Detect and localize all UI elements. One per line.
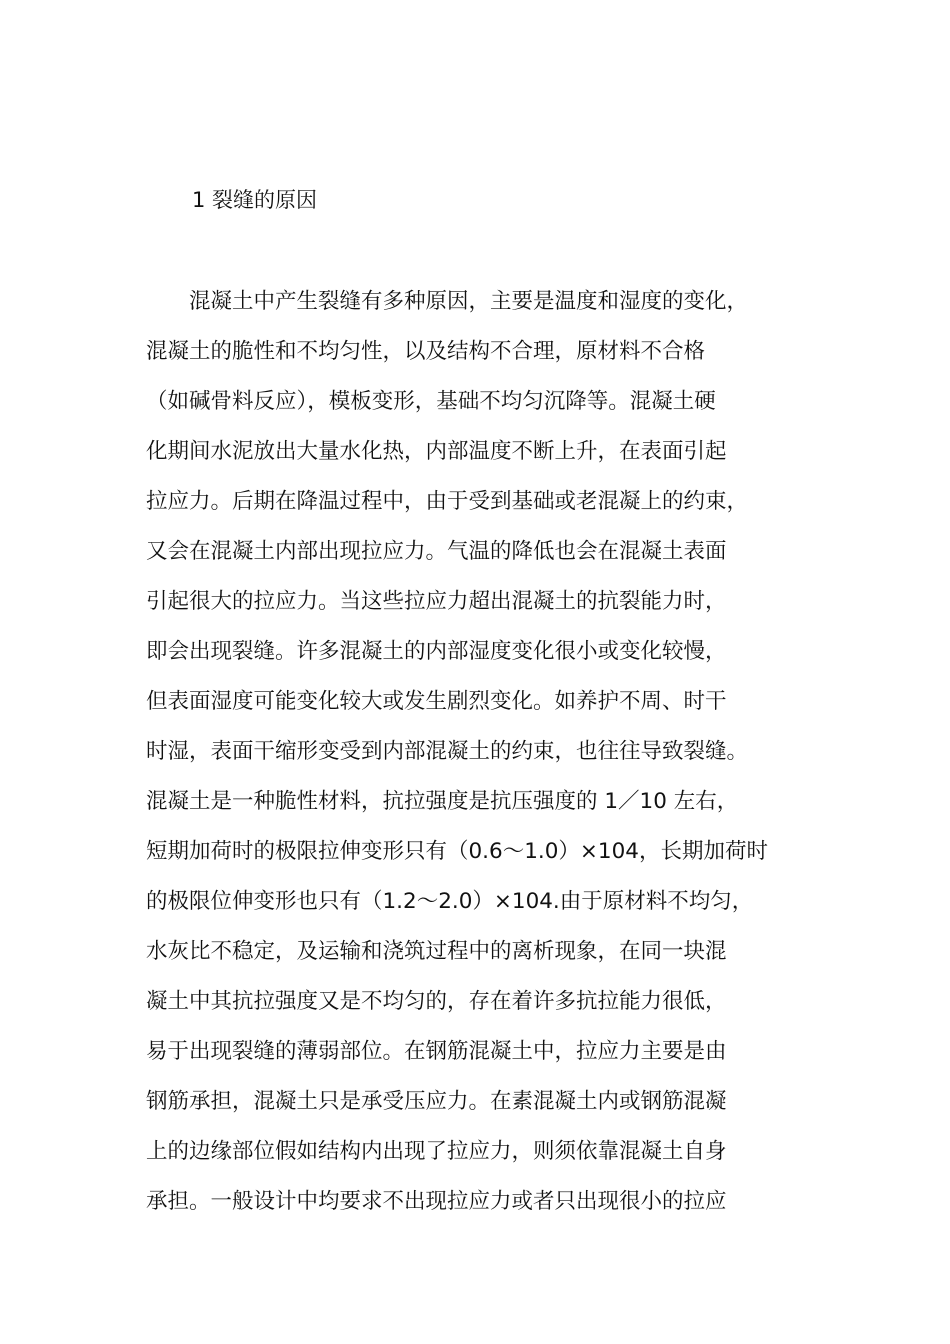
text-line: 凝土中其抗拉强度又是不均匀的，存在着许多抗拉能力很低， [146, 989, 727, 1014]
text-line: 承担。一般设计中均要求不出现拉应力或者只出现很小的拉应 [146, 1189, 727, 1214]
text-line: 易于出现裂缝的薄弱部位。在钢筋混凝土中，拉应力主要是由 [146, 1039, 727, 1064]
body-paragraph [146, 0, 846, 1344]
text-line: 水灰比不稳定，及运输和浇筑过程中的离析现象，在同一块混 [146, 939, 727, 964]
section-heading: 1 裂缝的原因 [192, 188, 318, 212]
text-line: 混凝土的脆性和不均匀性，以及结构不合理，原材料不合格 [146, 339, 706, 364]
text-line: 钢筋承担，混凝土只是承受压应力。在素混凝土内或钢筋混凝 [146, 1089, 727, 1114]
text-line: 混凝土是一种脆性材料，抗拉强度是抗压强度的 1／10 左右， [146, 789, 739, 814]
text-line: 又会在混凝土内部出现拉应力。气温的降低也会在混凝土表面 [146, 539, 727, 564]
text-line: 但表面湿度可能变化较大或发生剧烈变化。如养护不周、时干 [146, 689, 727, 714]
text-line: 的极限位伸变形也只有（1.2～2.0）×104.由于原材料不均匀， [146, 889, 754, 914]
text-line: 即会出现裂缝。许多混凝土的内部湿度变化很小或变化较慢， [146, 639, 727, 664]
text-line: 上的边缘部位假如结构内出现了拉应力，则须依靠混凝土自身 [146, 1139, 727, 1164]
text-line: 混凝土中产生裂缝有多种原因，主要是温度和湿度的变化， [146, 289, 749, 314]
text-line: 短期加荷时的极限拉伸变形只有（0.6～1.0）×104，长期加荷时 [146, 839, 768, 864]
text-line: （如碱骨料反应），模板变形，基础不均匀沉降等。混凝土硬 [146, 389, 716, 414]
text-line: 化期间水泥放出大量水化热，内部温度不断上升，在表面引起 [146, 439, 727, 464]
text-line: 拉应力。后期在降温过程中，由于受到基础或老混凝上的约束， [146, 489, 749, 514]
text-line: 时湿，表面干缩形变受到内部混凝土的约束，也往往导致裂缝。 [146, 739, 749, 764]
text-line: 引起很大的拉应力。当这些拉应力超出混凝土的抗裂能力时， [146, 589, 727, 614]
